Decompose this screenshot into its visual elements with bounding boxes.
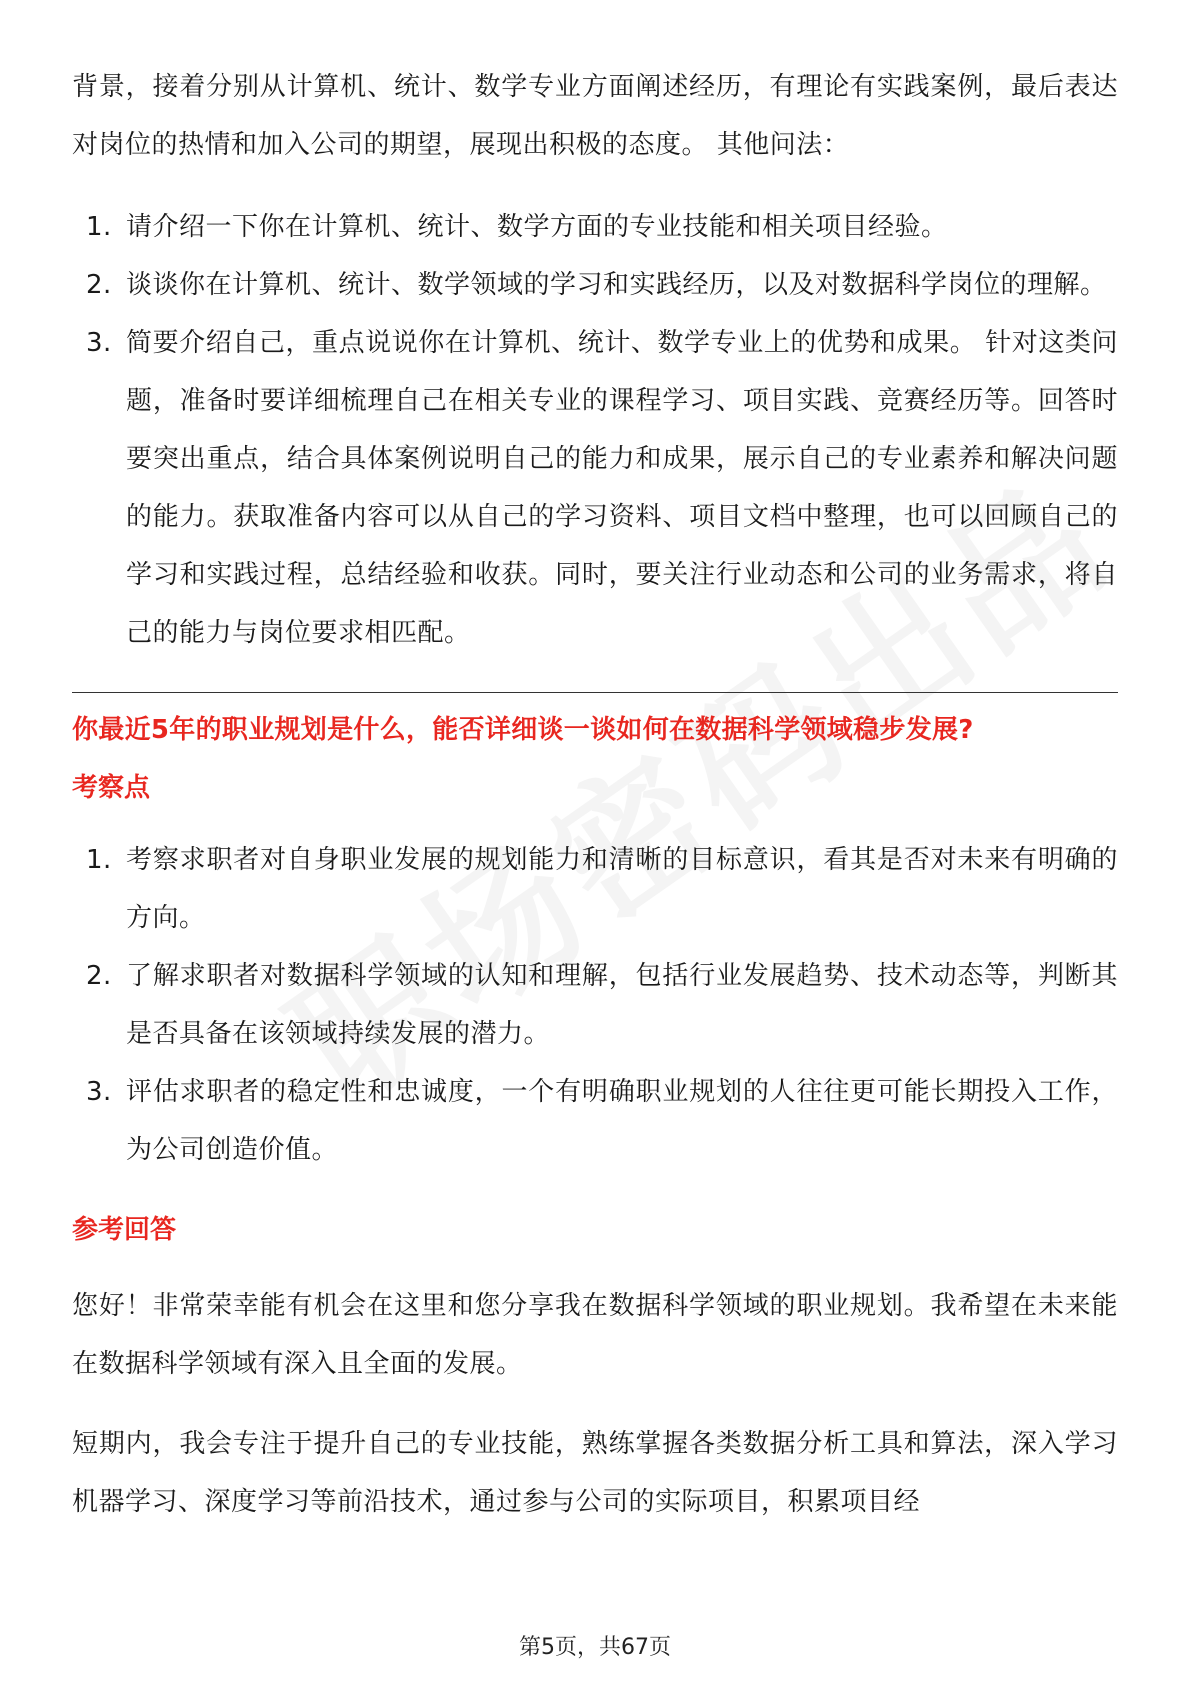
answer-paragraph: 您好！非常荣幸能有机会在这里和您分享我在数据科学领域的职业规划。我希望在未来能在数据科学领域有深入且全面的发展。	[72, 1291, 1118, 1379]
intro-paragraph: 背景，接着分别从计算机、统计、数学专业方面阐述经历，有理论有实践案例，最后表达对岗位的热情和加入公司的期望，展现出积极的态度。 其他问法：	[72, 72, 1118, 160]
list-item-text: 评估求职者的稳定性和忠诚度，一个有明确职业规划的人往往更可能长期投入工作，为公司创造价值。	[126, 1077, 1118, 1165]
document-page	[72, 58, 1118, 1531]
list-number: 2.	[86, 961, 112, 991]
list-item	[72, 256, 1118, 314]
page-footer: 第5页，共67页	[519, 1635, 671, 1660]
list-item-text: 谈谈你在计算机、统计、数学领域的学习和实践经历，以及对数据科学岗位的理解。	[126, 270, 1107, 300]
list-number: 2.	[86, 270, 112, 300]
list-number: 3.	[86, 1077, 112, 1107]
assessment-list	[72, 831, 1118, 1179]
assessment-heading: 考察点	[72, 773, 151, 803]
answer-paragraph: 短期内，我会专注于提升自己的专业技能，熟练掌握各类数据分析工具和算法，深入学习机器学习、深度学习等前沿技术，通过参与公司的实际项目，积累项目经	[72, 1429, 1118, 1517]
other-questions-list	[72, 198, 1118, 662]
list-item	[72, 314, 1118, 662]
list-item	[72, 947, 1118, 1063]
list-item	[72, 1063, 1118, 1179]
list-number: 3.	[86, 328, 112, 358]
question-title: 你最近5年的职业规划是什么，能否详细谈一谈如何在数据科学领域稳步发展?	[72, 715, 974, 745]
section-divider	[72, 692, 1118, 693]
list-number: 1.	[86, 212, 112, 242]
list-item	[72, 198, 1118, 256]
list-item-text: 考察求职者对自身职业发展的规划能力和清晰的目标意识，看其是否对未来有明确的方向。	[126, 845, 1118, 933]
list-item-text: 了解求职者对数据科学领域的认知和理解，包括行业发展趋势、技术动态等，判断其是否具备在该领域持续发展的潜力。	[126, 961, 1118, 1049]
list-number: 1.	[86, 845, 112, 875]
reference-heading: 参考回答	[72, 1215, 177, 1245]
list-item-text: 简要介绍自己，重点说说你在计算机、统计、数学专业上的优势和成果。 针对这类问题，准备时要详细梳理自己在相关专业的课程学习、项目实践、竞赛经历等。回答时要突出重点，结合具体案例说明自己的能力和成果，展示自己的专业素养和解决问题的能力。获取准备内容可以从自己的学习资料、项目文档中整理，也可以回顾自己的学习和实践过程，总结经验和收获。同时，要关注行业动态和公司的业务需求，将自己的能力与岗位要求相匹配。	[126, 328, 1118, 648]
list-item	[72, 831, 1118, 947]
list-item-text: 请介绍一下你在计算机、统计、数学方面的专业技能和相关项目经验。	[126, 212, 948, 242]
